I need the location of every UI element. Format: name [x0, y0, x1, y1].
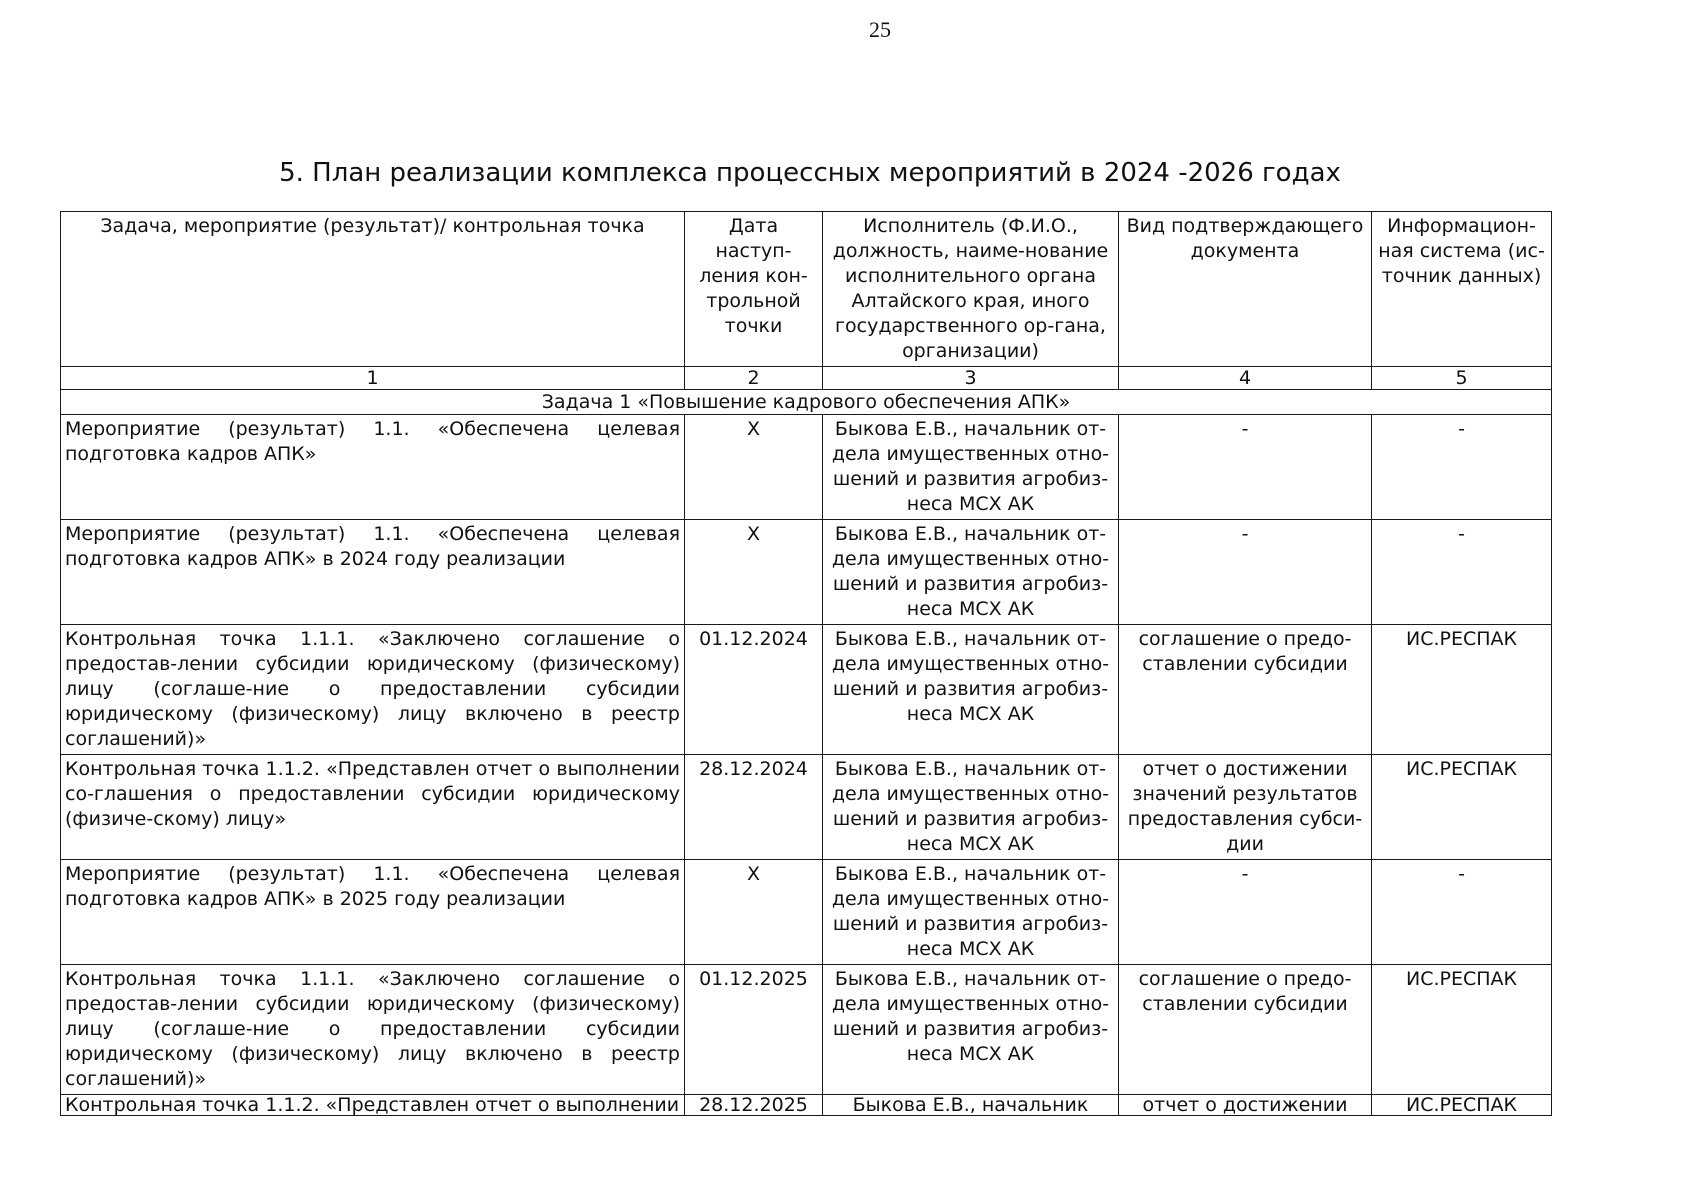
- row-system-text: ИС.РЕСПАК: [1405, 1095, 1518, 1115]
- row-executor: Быкова Е.В., начальник от-дела имущественных отно-шений и развития агробиз-неса МСХ АК: [823, 625, 1119, 755]
- row-document: -: [1119, 415, 1372, 520]
- header-document: Вид подтверждающего документа: [1119, 212, 1372, 367]
- plan-table: [60, 211, 1552, 1116]
- row-document: -: [1119, 520, 1372, 625]
- row-item: Мероприятие (результат) 1.1. «Обеспечена целевая подготовка кадров АПК»: [61, 415, 685, 520]
- row-executor: Быкова Е.В., начальник от-дела имущественных отно-шений и развития агробиз-неса МСХ АК: [823, 965, 1119, 1095]
- column-number: 5: [1372, 367, 1552, 390]
- header-system: Информацион-ная система (ис-точник данных): [1372, 212, 1552, 367]
- header-date: Дата наступ-ления кон-трольной точки: [685, 212, 823, 367]
- table-header-row: [61, 212, 1552, 367]
- row-system: ИС.РЕСПАК: [1372, 965, 1552, 1095]
- page-number: 25: [869, 17, 891, 42]
- row-date: Х: [685, 415, 823, 520]
- task-heading: Задача 1 «Повышение кадрового обеспечения АПК»: [61, 390, 1552, 415]
- row-date: 28.12.2024: [685, 755, 823, 860]
- row-date: 01.12.2025: [685, 965, 823, 1095]
- table-row: [61, 520, 1552, 625]
- row-date-text: 28.12.2025: [699, 1095, 808, 1115]
- row-executor-text: Быкова Е.В., начальник: [852, 1095, 1089, 1115]
- header-executor: Исполнитель (Ф.И.О., должность, наиме-нование исполнительного органа Алтайского края, иного государственного ор-гана, организации): [823, 212, 1119, 367]
- row-date: Х: [685, 860, 823, 965]
- row-item: Мероприятие (результат) 1.1. «Обеспечена целевая подготовка кадров АПК» в 2025 году реализации: [61, 860, 685, 965]
- row-item: Контрольная точка 1.1.1. «Заключено соглашение о предостав-лении субсидии юридическому (физическому) лицу (соглаше-ние о предоставлении субсидии юридическому (физическому) лицу включено в реестр соглашений)»: [61, 965, 685, 1095]
- table-row: [61, 625, 1552, 755]
- table-row: [61, 860, 1552, 965]
- table-row: [61, 1095, 1552, 1116]
- row-system: ИС.РЕСПАК: [1372, 625, 1552, 755]
- row-date: [685, 1095, 823, 1116]
- row-item: Контрольная точка 1.1.2. «Представлен отчет о выполнении со-глашения о предоставлении субсидии юридическому (физиче-скому) лицу»: [61, 755, 685, 860]
- row-item: Контрольная точка 1.1.1. «Заключено соглашение о предостав-лении субсидии юридическому (физическому) лицу (соглаше-ние о предоставлении субсидии юридическому (физическому) лицу включено в реестр соглашений)»: [61, 625, 685, 755]
- row-document-text: отчет о достижении: [1142, 1095, 1348, 1115]
- row-document: соглашение о предо-ставлении субсидии: [1119, 625, 1372, 755]
- row-document: отчет о достижении значений результатов предоставления субси-дии: [1119, 755, 1372, 860]
- table-row: [61, 965, 1552, 1095]
- column-number: 4: [1119, 367, 1372, 390]
- table-row: [61, 755, 1552, 860]
- column-number: 2: [685, 367, 823, 390]
- row-item-text: Контрольная точка 1.1.2. «Представлен отчет о выполнении: [65, 1095, 680, 1115]
- row-item: Мероприятие (результат) 1.1. «Обеспечена целевая подготовка кадров АПК» в 2024 году реализации: [61, 520, 685, 625]
- row-system: -: [1372, 860, 1552, 965]
- document-title: 5. План реализации комплекса процессных мероприятий в 2024 -2026 годах: [279, 158, 1341, 188]
- row-system: ИС.РЕСПАК: [1372, 755, 1552, 860]
- row-executor: Быкова Е.В., начальник от-дела имущественных отно-шений и развития агробиз-неса МСХ АК: [823, 860, 1119, 965]
- row-executor: [823, 1095, 1119, 1116]
- row-item: [61, 1095, 685, 1116]
- row-system: [1372, 1095, 1552, 1116]
- header-task: Задача, мероприятие (результат)/ контрольная точка: [61, 212, 685, 367]
- column-number-row: [61, 367, 1552, 390]
- row-system: -: [1372, 520, 1552, 625]
- task-heading-row: [61, 390, 1552, 415]
- column-number: 3: [823, 367, 1119, 390]
- row-document: -: [1119, 860, 1372, 965]
- row-executor: Быкова Е.В., начальник от-дела имущественных отно-шений и развития агробиз-неса МСХ АК: [823, 520, 1119, 625]
- row-date: Х: [685, 520, 823, 625]
- row-document: [1119, 1095, 1372, 1116]
- table-row: [61, 415, 1552, 520]
- row-executor: Быкова Е.В., начальник от-дела имущественных отно-шений и развития агробиз-неса МСХ АК: [823, 755, 1119, 860]
- row-executor: Быкова Е.В., начальник от-дела имущественных отно-шений и развития агробиз-неса МСХ АК: [823, 415, 1119, 520]
- row-system: -: [1372, 415, 1552, 520]
- column-number: 1: [61, 367, 685, 390]
- row-document: соглашение о предо-ставлении субсидии: [1119, 965, 1372, 1095]
- row-date: 01.12.2024: [685, 625, 823, 755]
